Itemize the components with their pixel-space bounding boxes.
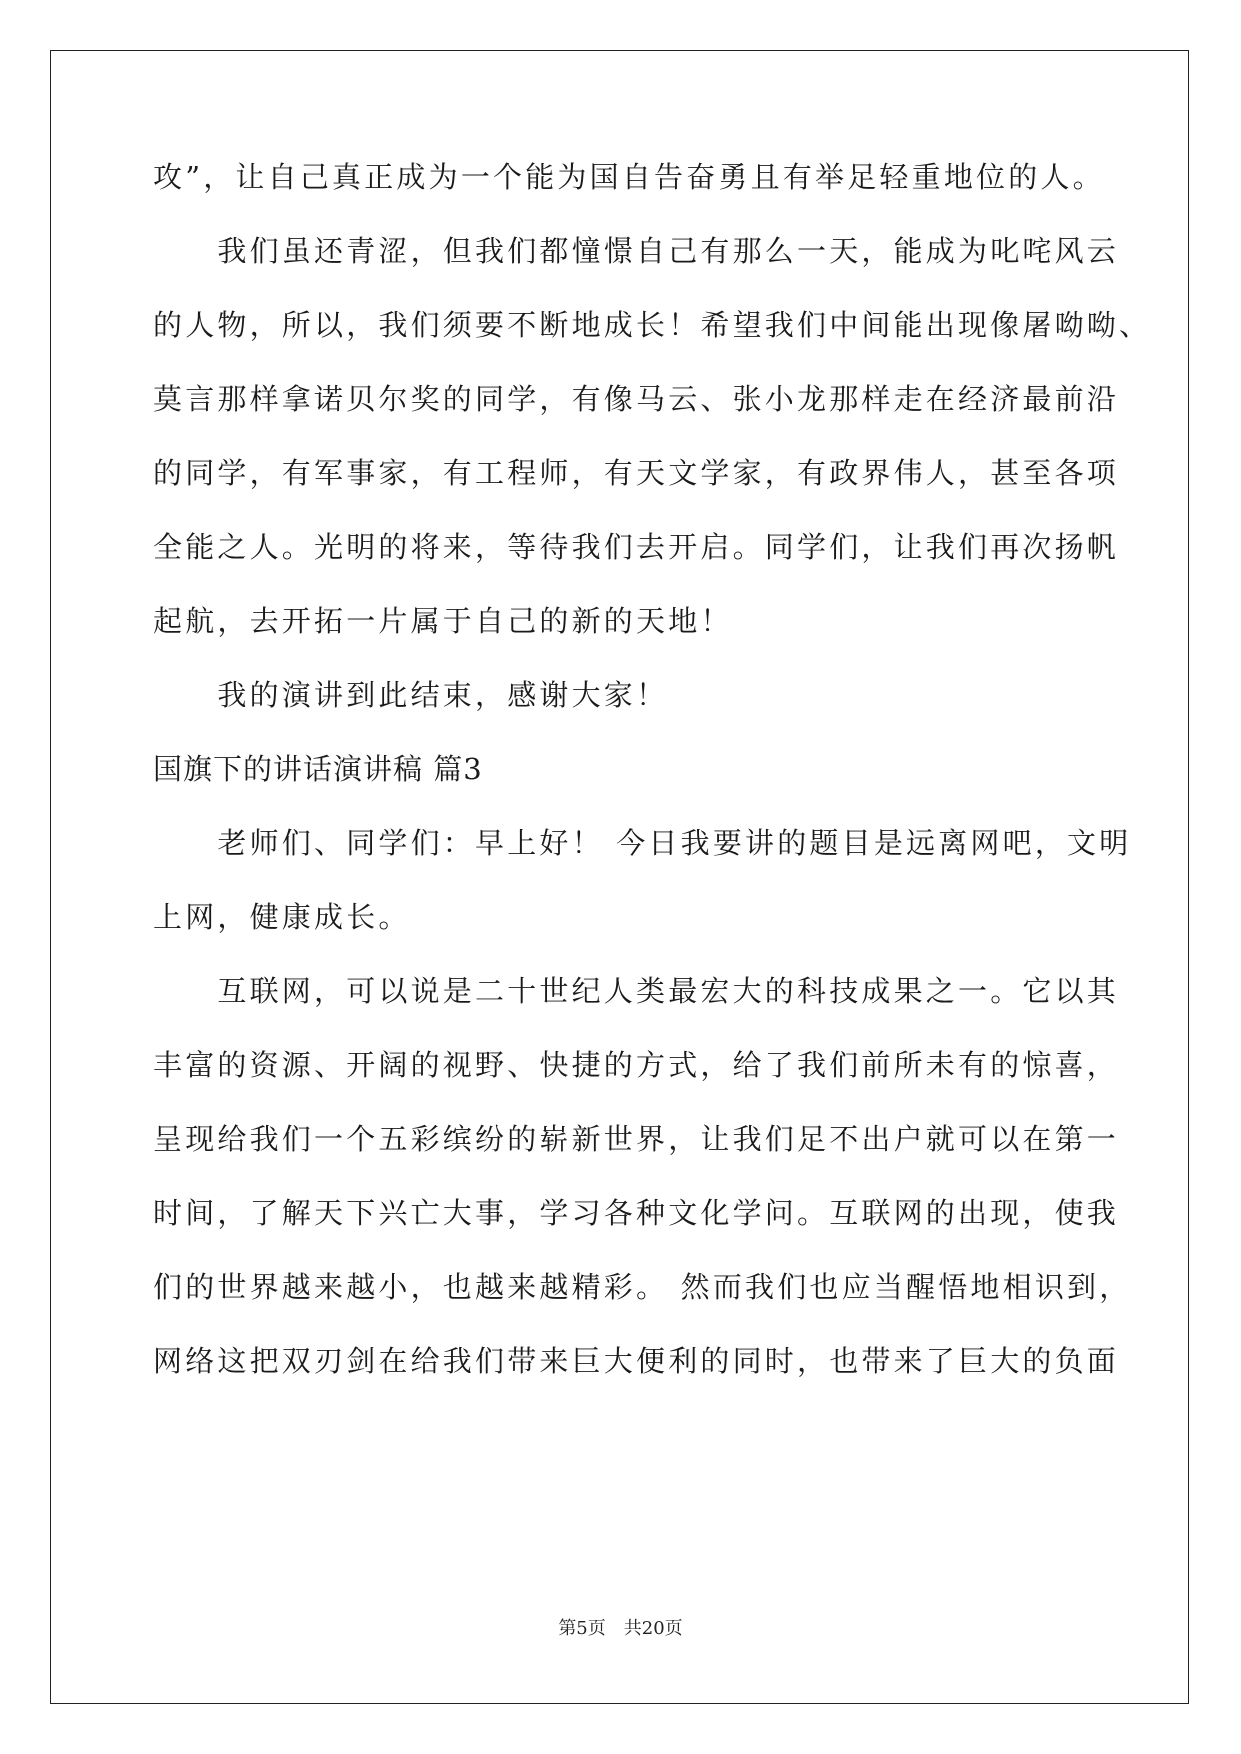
text-line: 攻”，让自己真正成为一个能为国自告奋勇且有举足轻重地位的人。 [153, 160, 1105, 194]
text-line: 莫言那样拿诺贝尔奖的同学，有像马云、张小龙那样走在经济最前沿 [153, 382, 1120, 416]
text-line: 的同学，有军事家，有工程师，有天文学家，有政界伟人，甚至各项 [153, 456, 1120, 490]
text-line: 老师们、同学们：早上好！ 今日我要讲的题目是远离网吧，文明 [153, 826, 1132, 860]
page-number-footer: 第5页 共20页 [558, 1618, 683, 1639]
text-line: 我的演讲到此结束，感谢大家！ [153, 678, 669, 712]
text-line: 全能之人。光明的将来，等待我们去开启。同学们，让我们再次扬帆 [153, 530, 1120, 564]
text-line: 丰富的资源、开阔的视野、快捷的方式，给了我们前所未有的惊喜， [153, 1048, 1120, 1082]
text-line: 网络这把双刃剑在给我们带来巨大便利的同时，也带来了巨大的负面 [153, 1344, 1120, 1378]
text-line: 们的世界越来越小，也越来越精彩。 然而我们也应当醒悟地相识到， [153, 1270, 1132, 1304]
text-line: 互联网，可以说是二十世纪人类最宏大的科技成果之一。它以其 [153, 974, 1120, 1008]
text-line: 的人物，所以，我们须要不断地成长！希望我们中间能出现像屠呦呦、 [153, 308, 1152, 342]
text-line: 呈现给我们一个五彩缤纷的崭新世界，让我们足不出户就可以在第一 [153, 1122, 1120, 1156]
text-line: 我们虽还青涩，但我们都憧憬自己有那么一天，能成为叱咤风云 [153, 234, 1120, 268]
section-heading: 国旗下的讲话演讲稿 篇3 [153, 752, 483, 786]
text-line: 起航，去开拓一片属于自己的新的天地！ [153, 604, 733, 638]
page-border [50, 50, 1189, 1704]
text-line: 时间，了解天下兴亡大事，学习各种文化学问。互联网的出现，使我 [153, 1196, 1120, 1230]
text-line: 上网，健康成长。 [153, 900, 411, 934]
